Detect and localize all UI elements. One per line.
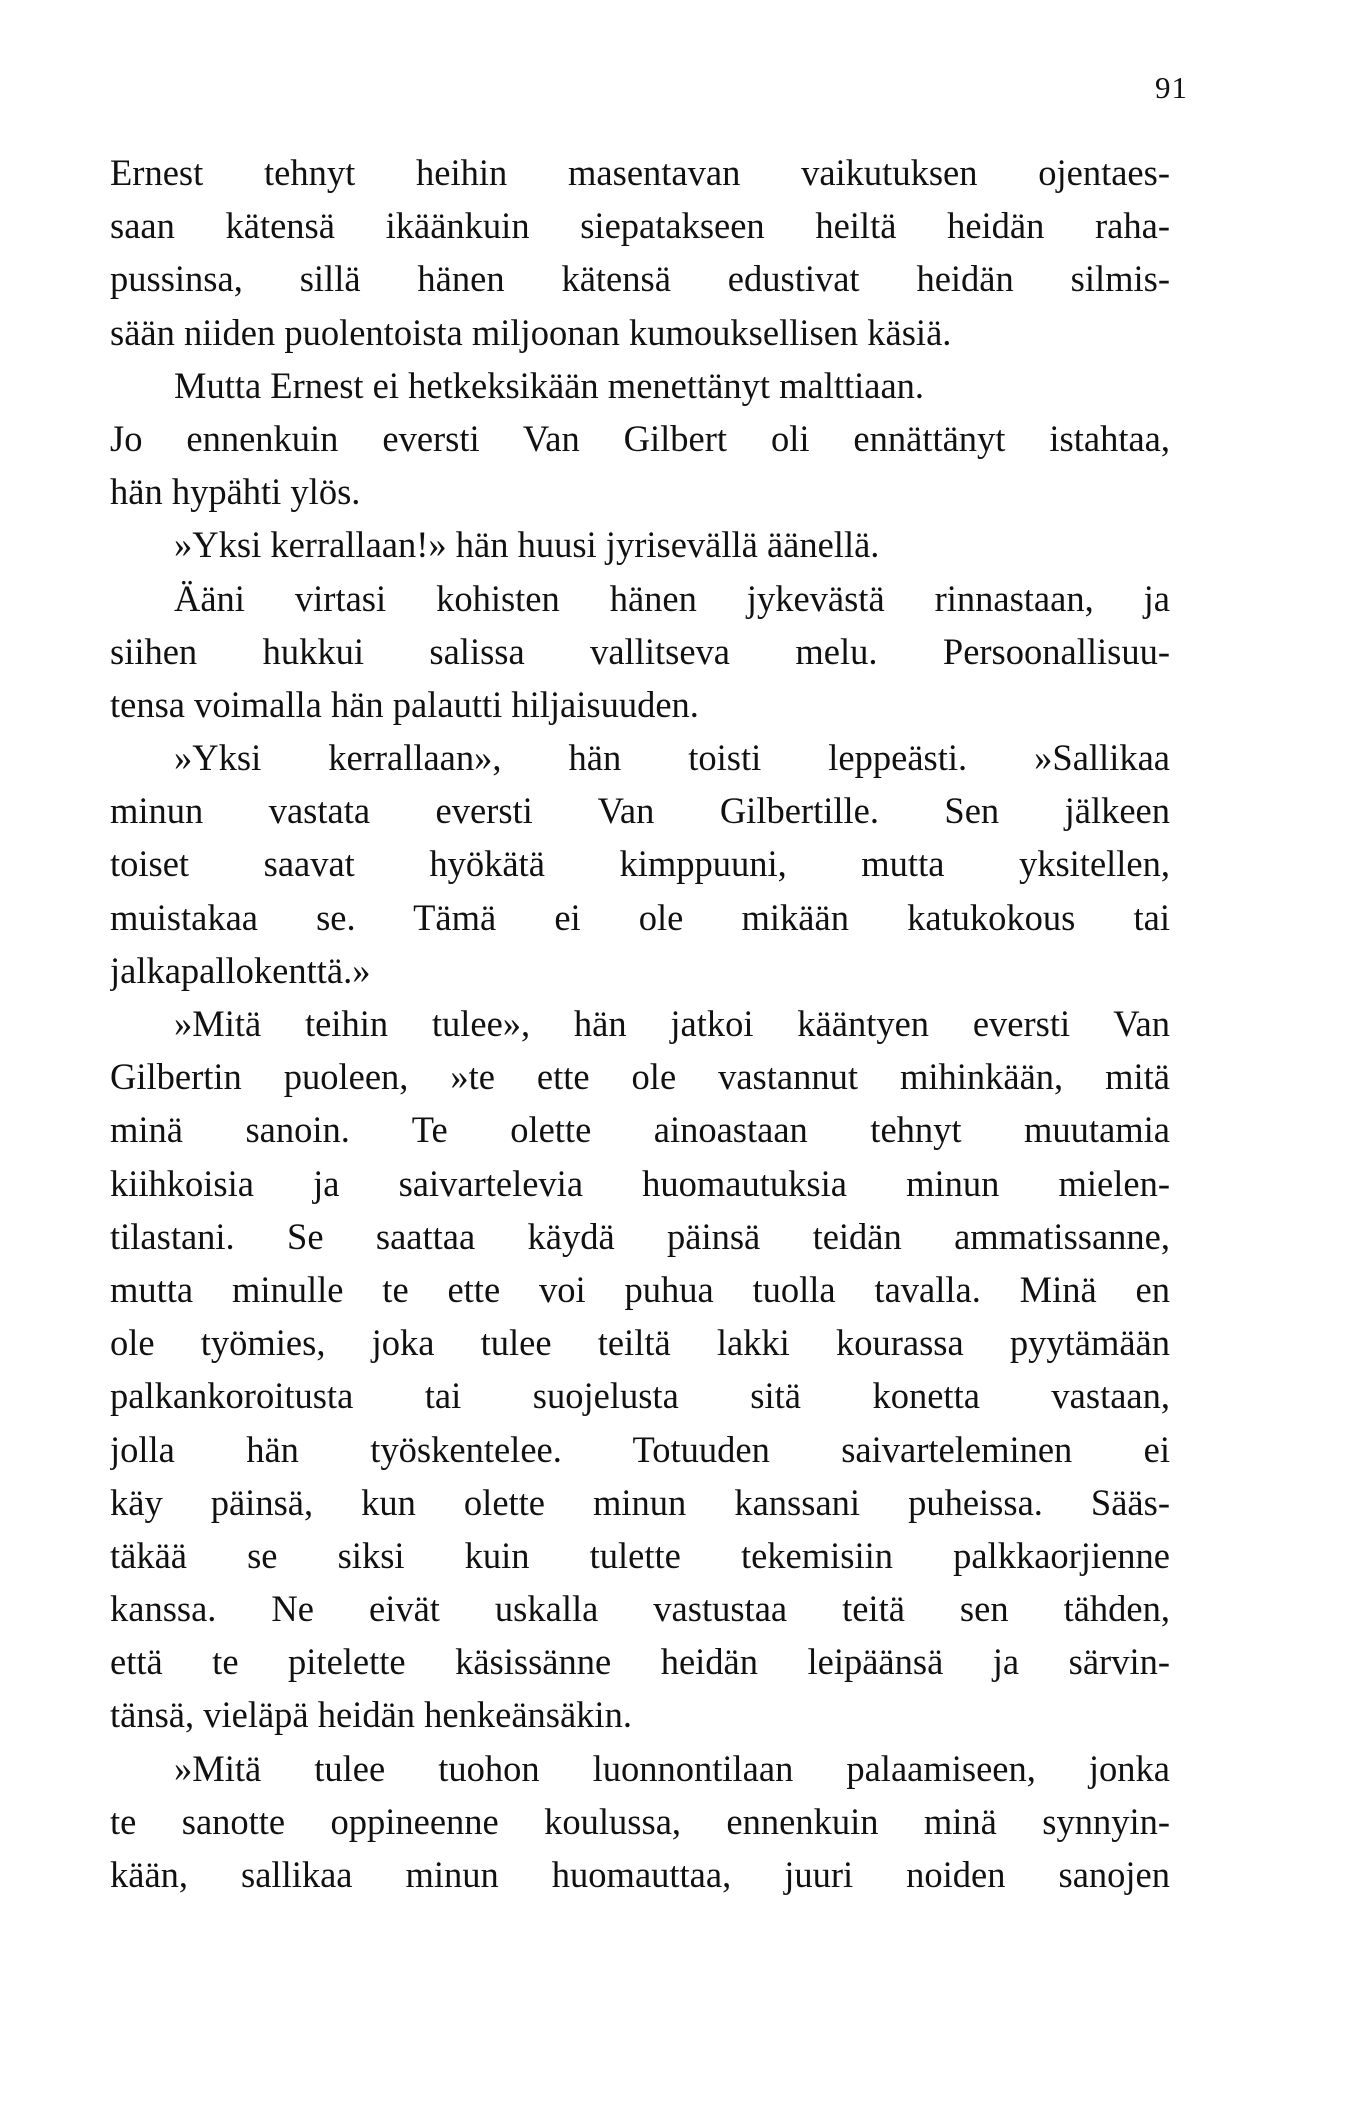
text-line: saan kätensä ikäänkuin siepatakseen heiltä heidän raha- <box>110 205 1170 247</box>
page-number: 91 <box>1155 70 1188 105</box>
text-line: täkää se siksi kuin tulette tekemisiin palkkaorjienne <box>110 1534 1170 1576</box>
text-line: minun vastata eversti Van Gilbertille. Sen jälkeen <box>110 790 1170 832</box>
text-line: jolla hän työskentelee. Totuuden saivarteleminen ei <box>110 1428 1170 1470</box>
text-line: Jo ennenkuin eversti Van Gilbert oli ennättänyt istahtaa, <box>110 417 1170 459</box>
text-line: pussinsa, sillä hänen kätensä edustivat heidän silmis- <box>110 258 1170 300</box>
text-line: ole työmies, joka tulee teiltä lakki kourassa pyytämään <box>110 1322 1170 1364</box>
text-line: siihen hukkui salissa vallitseva melu. Persoonallisuu- <box>110 630 1170 672</box>
text-line: te sanotte oppineenne koulussa, ennenkuin minä synnyin- <box>110 1800 1170 1842</box>
text-line: Gilbertin puoleen, »te ette ole vastannut mihinkään, mitä <box>110 1056 1170 1098</box>
text-line: sään niiden puolentoista miljoonan kumouksellisen käsiä. <box>110 311 952 353</box>
paragraph-start-line: Ääni virtasi kohisten hänen jykevästä rinnastaan, ja <box>174 577 1170 619</box>
paragraph-start-line: »Yksi kerrallaan!» hän huusi jyrisevällä äänellä. <box>174 524 880 566</box>
paragraph-start-line: »Mitä tulee tuohon luonnontilaan palaamiseen, jonka <box>174 1747 1170 1789</box>
text-line: minä sanoin. Te olette ainoastaan tehnyt muutamia <box>110 1109 1170 1151</box>
text-line: hän hypähti ylös. <box>110 471 361 513</box>
text-line: Ernest tehnyt heihin masentavan vaikutuksen ojentaes- <box>110 152 1170 193</box>
text-line: tänsä, vieläpä heidän henkeänsäkin. <box>110 1694 632 1736</box>
text-line: kään, sallikaa minun huomauttaa, juuri noiden sanojen <box>110 1854 1170 1895</box>
text-line: että te pitelette käsissänne heidän leipäänsä ja särvin- <box>110 1641 1170 1683</box>
text-line: muistakaa se. Tämä ei ole mikään katukokous tai <box>110 896 1170 938</box>
paragraph-start-line: »Yksi kerrallaan», hän toisti leppeästi. »Sallikaa <box>174 737 1170 779</box>
text-line: palkankoroitusta tai suojelusta sitä konetta vastaan, <box>110 1375 1170 1417</box>
paragraph-start-line: »Mitä teihin tulee», hän jatkoi kääntyen eversti Van <box>174 1003 1170 1044</box>
text-line: tensa voimalla hän palautti hiljaisuuden. <box>110 683 699 725</box>
text-line: tilastani. Se saattaa käydä päinsä teidän ammatissanne, <box>110 1215 1170 1257</box>
paragraph-start-line: Mutta Ernest ei hetkeksikään menettänyt malttiaan. <box>174 364 925 406</box>
text-line: kanssa. Ne eivät uskalla vastustaa teitä sen tähden, <box>110 1588 1170 1630</box>
text-line: toiset saavat hyökätä kimppuuni, mutta yksitellen, <box>110 843 1170 885</box>
text-line: jalkapallokenttä.» <box>110 949 371 991</box>
text-line: kiihkoisia ja saivartelevia huomautuksia minun mielen- <box>110 1162 1170 1204</box>
text-line: mutta minulle te ette voi puhua tuolla tavalla. Minä en <box>110 1268 1170 1310</box>
body-text <box>110 146 1170 1901</box>
text-line: käy päinsä, kun olette minun kanssani puheissa. Sääs- <box>110 1481 1170 1523</box>
